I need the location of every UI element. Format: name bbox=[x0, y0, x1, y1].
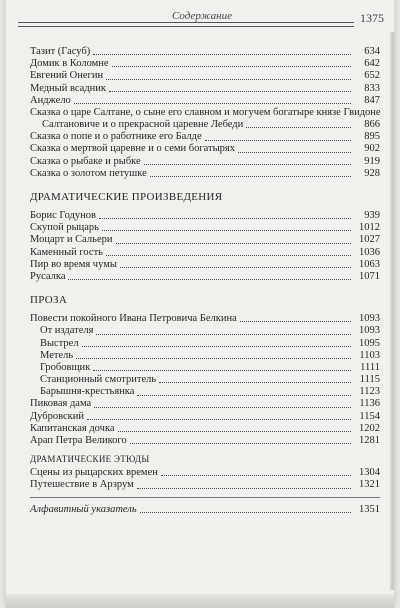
dot-leader bbox=[87, 419, 351, 420]
toc-entry bbox=[30, 168, 380, 180]
header-title: Содержание bbox=[171, 10, 232, 22]
toc-entry-title: Домик в Коломне bbox=[30, 58, 109, 70]
toc-entry-page: 1093 bbox=[359, 325, 380, 337]
toc-entry-page: 895 bbox=[364, 131, 380, 143]
dot-leader bbox=[116, 243, 352, 244]
toc-entry bbox=[30, 247, 380, 259]
dot-leader bbox=[76, 358, 351, 359]
toc-entry-page: 1321 bbox=[359, 479, 380, 491]
dot-leader bbox=[68, 279, 351, 280]
toc-entry bbox=[30, 119, 380, 131]
toc-entry-title-line2: Салтановиче и о прекрасной царевне Лебеди bbox=[42, 119, 244, 131]
dot-leader bbox=[130, 443, 351, 444]
toc-entry-title: Сказка о попе и о работнике его Балде bbox=[30, 131, 202, 143]
toc-entry bbox=[30, 271, 380, 283]
toc-entry bbox=[30, 58, 380, 70]
toc-entry-page: 919 bbox=[364, 155, 380, 167]
dot-leader bbox=[82, 346, 351, 347]
toc-entry bbox=[30, 313, 380, 325]
toc-entry-title: Борис Годунов bbox=[30, 210, 96, 222]
toc-entry bbox=[30, 435, 380, 447]
toc-entry bbox=[30, 479, 380, 491]
toc-entry bbox=[30, 259, 380, 271]
toc-entry-page: 1012 bbox=[359, 222, 380, 234]
toc-entry-title: Сказка о золотом петушке bbox=[30, 167, 147, 179]
toc-entry-page: 1154 bbox=[359, 410, 380, 422]
toc-entry-title: Русалка bbox=[30, 270, 66, 282]
toc-entry bbox=[30, 399, 380, 411]
section-heading-prose: ПРОЗА bbox=[30, 294, 68, 307]
toc-subentry bbox=[30, 325, 380, 337]
dot-leader bbox=[240, 321, 351, 322]
dot-leader bbox=[94, 407, 351, 408]
toc-entry-page: 1115 bbox=[359, 374, 380, 386]
toc-entry-page: 634 bbox=[364, 45, 380, 57]
toc-entry bbox=[30, 423, 380, 435]
toc-subentry bbox=[30, 386, 380, 398]
dot-leader bbox=[246, 127, 351, 128]
toc-entry-title: Каменный гость bbox=[30, 246, 103, 258]
toc-entry bbox=[30, 467, 380, 479]
toc-entry-page: 1036 bbox=[359, 246, 380, 258]
toc-entry-title: Метель bbox=[40, 349, 74, 361]
toc-entry-title: Евгений Онегин bbox=[30, 70, 104, 82]
book-bottom-edge bbox=[6, 594, 394, 608]
dot-leader bbox=[102, 230, 351, 231]
toc-entry-title: Барышня-крестьянка bbox=[40, 386, 135, 398]
toc-entry-title: Сказка о рыбаке и рыбке bbox=[30, 155, 141, 167]
toc-entry-title: Моцарт и Сальери bbox=[30, 234, 113, 246]
dot-leader bbox=[137, 488, 351, 489]
toc-entry bbox=[30, 156, 380, 168]
toc-entry bbox=[30, 222, 380, 234]
toc-entry bbox=[30, 234, 380, 246]
toc-entry-page: 902 bbox=[364, 143, 380, 155]
toc-entry-title-line1: Сказка о царе Салтане, о сыне его славном и могучем богатыре князе Гвидоне bbox=[30, 106, 381, 118]
toc-subentry bbox=[30, 338, 380, 350]
page-edge-shadow bbox=[390, 32, 394, 590]
dot-leader bbox=[96, 334, 351, 335]
toc-entry-page: 1063 bbox=[359, 258, 380, 270]
toc-entry bbox=[30, 131, 380, 143]
dot-leader bbox=[150, 176, 351, 177]
toc-entry-title: Скупой рыцарь bbox=[30, 222, 99, 234]
toc-entry bbox=[30, 95, 380, 107]
dot-leader bbox=[118, 431, 351, 432]
toc-entry-title: Капитанская дочка bbox=[30, 422, 115, 434]
toc-entry-page: 1103 bbox=[359, 349, 380, 361]
toc-entry-title: Арап Петра Великого bbox=[30, 435, 127, 447]
toc-entry-title: От издателя bbox=[40, 325, 94, 337]
toc-entry-page: 1351 bbox=[359, 503, 380, 515]
toc-entry-title: Тазит (Гасуб) bbox=[30, 45, 91, 57]
dot-leader bbox=[144, 164, 351, 165]
dot-leader bbox=[205, 140, 351, 141]
dot-leader bbox=[112, 66, 351, 67]
dot-leader bbox=[137, 395, 351, 396]
dot-leader bbox=[120, 267, 351, 268]
toc-entry-page: 1095 bbox=[359, 337, 380, 349]
dot-leader bbox=[238, 152, 351, 153]
toc-entry bbox=[30, 83, 380, 95]
toc-subentry bbox=[30, 374, 380, 386]
toc-entry-title: Сказка о мертвой царевне и о семи богатырях bbox=[30, 143, 236, 155]
toc-entry-page: 939 bbox=[364, 210, 380, 222]
toc-entry-title: Повести покойного Ивана Петровича Белкина bbox=[30, 313, 237, 325]
section-heading-drama: ДРАМАТИЧЕСКИЕ ПРОИЗВЕДЕНИЯ bbox=[30, 191, 223, 204]
toc-entry-page: 847 bbox=[364, 94, 380, 106]
section-divider bbox=[30, 497, 380, 498]
toc-entry-page: 1202 bbox=[359, 422, 380, 434]
dot-leader bbox=[159, 382, 351, 383]
toc-entry-page: 1111 bbox=[360, 361, 380, 373]
toc-entry-page: 1027 bbox=[359, 234, 380, 246]
dot-leader bbox=[106, 79, 351, 80]
dot-leader bbox=[74, 103, 351, 104]
dot-leader bbox=[93, 54, 351, 55]
dot-leader bbox=[109, 91, 351, 92]
dot-leader bbox=[106, 255, 351, 256]
toc-entry bbox=[30, 70, 380, 82]
dot-leader bbox=[140, 512, 351, 513]
dot-leader bbox=[93, 370, 351, 371]
toc-entry-title: Анджело bbox=[30, 94, 71, 106]
toc-entry-index bbox=[30, 504, 380, 516]
toc-entry-page: 866 bbox=[364, 119, 380, 131]
toc-entry-title: Выстрел bbox=[40, 337, 79, 349]
toc-entry bbox=[30, 411, 380, 423]
section-heading-etudes: ДРАМАТИЧЕСКИЕ ЭТЮДЫ bbox=[30, 454, 150, 465]
toc-entry bbox=[30, 210, 380, 222]
book-page bbox=[6, 0, 394, 608]
toc-entry bbox=[30, 144, 380, 156]
toc-entry-title: Пир во время чумы bbox=[30, 258, 117, 270]
toc-entry-page: 1093 bbox=[359, 313, 380, 325]
table-of-contents bbox=[30, 46, 380, 516]
toc-entry bbox=[30, 46, 380, 58]
toc-entry-title: Дубровский bbox=[30, 410, 85, 422]
toc-subentry bbox=[30, 362, 380, 374]
toc-entry-title: Медный всадник bbox=[30, 82, 107, 94]
toc-entry-title: Алфавитный указатель bbox=[30, 503, 137, 515]
header-page-number: 1375 bbox=[360, 11, 384, 25]
toc-entry-title: Путешествие в Арзрум bbox=[30, 479, 134, 491]
toc-entry-page: 1123 bbox=[359, 386, 380, 398]
toc-entry-page: 833 bbox=[364, 82, 380, 94]
toc-entry-title: Станционный смотритель bbox=[40, 374, 157, 386]
toc-entry-page: 928 bbox=[364, 167, 380, 179]
dot-leader bbox=[161, 475, 351, 476]
toc-entry-page: 1071 bbox=[359, 270, 380, 282]
toc-entry-page: 1281 bbox=[359, 435, 380, 447]
header-rule bbox=[18, 22, 354, 27]
toc-entry-title: Пиковая дама bbox=[30, 398, 92, 410]
toc-entry-page: 1136 bbox=[359, 398, 380, 410]
toc-entry-title: Гробовщик bbox=[40, 361, 91, 373]
dot-leader bbox=[99, 218, 351, 219]
toc-subentry bbox=[30, 350, 380, 362]
toc-entry-page: 652 bbox=[364, 70, 380, 82]
toc-entry-page: 642 bbox=[364, 58, 380, 70]
toc-entry-title: Сцены из рыцарских времен bbox=[30, 467, 158, 479]
toc-entry-page: 1304 bbox=[359, 467, 380, 479]
